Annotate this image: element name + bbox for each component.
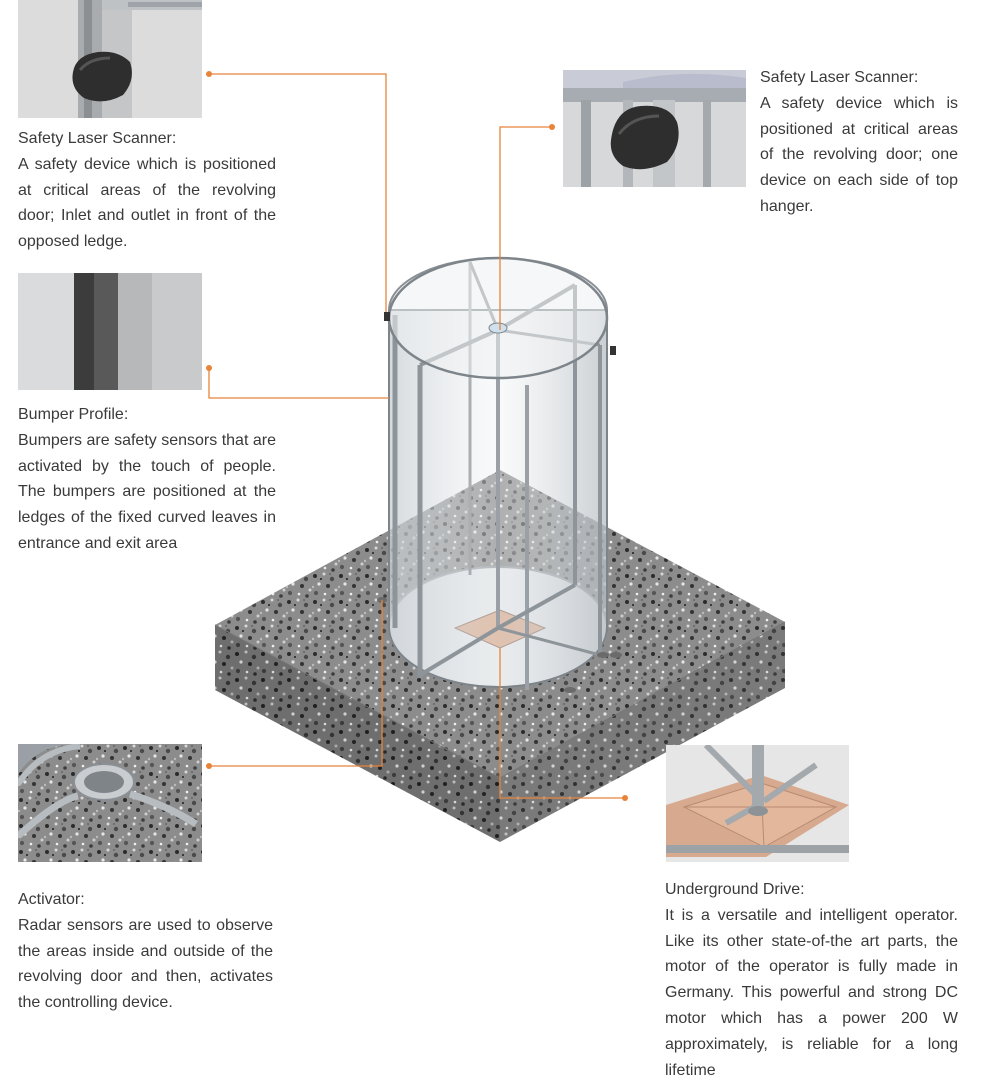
- door-top-ring: [389, 258, 607, 378]
- scanner-right-thumbnail: [563, 70, 746, 187]
- drive-description: It is a versatile and intelligent operator. Like its other state-of-the art parts, the motor of the operator is fully made in Germany. This powerful and strong DC motor which has a power 200 W approximately, is reliable for a long lifetime: [665, 906, 958, 1079]
- bumper-title: Bumper Profile:: [18, 406, 129, 423]
- activator-description: Radar sensors are used to observe the areas inside and outside of the revolving door and then, activates the controlling device.: [18, 916, 273, 1012]
- scanner-left-title: Safety Laser Scanner:: [18, 130, 177, 147]
- activator-caption: [18, 887, 273, 1016]
- bumper-caption: [18, 402, 276, 557]
- scanner-right-caption: [760, 65, 958, 220]
- drive-caption: [665, 877, 958, 1083]
- scanner-left-thumbnail: [18, 0, 202, 118]
- bumper-thumbnail: [18, 273, 202, 390]
- scanner-left-description: A safety device which is positioned at critical areas of the revolving door; Inlet and outlet in front of the opposed ledge.: [18, 155, 276, 251]
- scanner-right-description: A safety device which is positioned at critical areas of the revolving door; one device on each side of top hanger.: [760, 94, 958, 215]
- scanner-left-caption: [18, 126, 276, 255]
- drive-thumbnail: [666, 745, 849, 862]
- scanner-right-marker: [610, 346, 616, 355]
- scanner-left-marker: [384, 312, 390, 321]
- drive-title: Underground Drive:: [665, 881, 805, 898]
- activator-title: Activator:: [18, 891, 85, 908]
- leader-bumper: [209, 368, 389, 398]
- scanner-right-title: Safety Laser Scanner:: [760, 69, 919, 86]
- bumper-description: Bumpers are safety sensors that are activated by the touch of people. The bumpers are positioned at the ledges of the fixed curved leaves in entrance and exit area: [18, 431, 276, 552]
- activator-thumbnail: [18, 744, 202, 862]
